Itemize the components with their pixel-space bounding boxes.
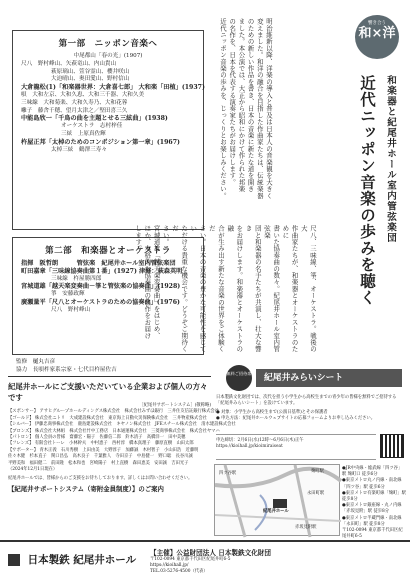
program-line: オーケストラ 志村梓佳	[61, 123, 123, 130]
supporter-line: 【サポーター】 青木正義 石川秀樹 上田由美 大野淳子 加藤誠 木村智子 小山田浩 近藤明	[8, 447, 199, 453]
access-line: ●東京メトロ半蔵門線・南北線「永田町」駅 徒歩8分	[342, 515, 402, 527]
intro-paragraph-line: をお届けします。和楽器とオーケストラの融	[226, 225, 244, 353]
seat-badge	[226, 365, 252, 391]
footer-org-label: 【主催】公益財団法人 日本製鉄文化財団	[150, 549, 271, 557]
intro-paragraph-line: 尺八、三味線、箏、オーケストラ。戦後の大	[299, 225, 317, 353]
access-list	[342, 466, 406, 540]
access-line: ●東京メトロ有楽町線「麹町」駅 徒歩8分	[342, 490, 406, 503]
supporters-list	[8, 409, 236, 473]
footer-addr: 〒102-0094 東京都千代田区紀尾井町6-5	[150, 557, 231, 562]
supporter-line: 佐々木健 杉本直子 関口昌弘 高木良子 千葉雅人 寺田京子 中島健一 野口聡 長谷川誠	[8, 454, 193, 460]
seat-apply: ● 申込方法：紀尾井ホールウェブサイトの応募フォームよりお申し込みください。	[216, 416, 376, 421]
supporters-title: 紀尾井ホールにご支援いただいている企業および個人の方々です	[8, 382, 208, 402]
program-line: 唄 大和左京、大和久恵、大和三千器、大和久美	[21, 91, 145, 98]
title-main: 近代ニッポン音楽の歩みを聴く	[358, 75, 377, 306]
program-line: 三絃 上原真佐輝	[61, 130, 106, 137]
intro-paragraph-line: ほか、本格的な協奏曲の名作をお届け	[143, 225, 152, 339]
supporter-line: 平野美和 福田健二 前田隆 松本和也 宮崎陽子 村上直樹 森田恵美 安田誠 吉田光子	[8, 460, 189, 466]
intro-paragraph-line: ました。本公演では、大正から昭和にかけて作られた邦楽	[237, 18, 246, 193]
intro-paragraph-line: の名作を、日本を代表する演奏家たちがお届けします。	[228, 18, 237, 186]
program-line: 囃子 藤舎千穂、望月太津之／堅田喜三久	[21, 107, 128, 114]
access-address: 〒102-0094 東京都千代田区紀尾井町6-5	[342, 528, 403, 540]
access-line: ●東京メトロ銀座線・丸ノ内線「赤坂見附」駅 徒歩8分	[342, 503, 402, 515]
logo-small-text: 響き合う	[368, 21, 386, 26]
intro-paragraph-line: 近代ニッポン音楽の歩みを、じっくりとお楽しみください。	[218, 18, 227, 199]
footer-logo-text: 日本製鉄 紀尾井ホール	[27, 554, 137, 566]
logo-large-text: 和×洋	[358, 26, 396, 41]
program-part1-box	[12, 30, 204, 230]
intro-paragraph-line: さい。日本の音楽の豊かな可能性を感じてい	[189, 225, 207, 353]
seat-apply-box	[216, 434, 376, 460]
intro-text-lower	[134, 225, 317, 355]
seat-badge-text: 無料ご招待席	[226, 371, 252, 376]
credits	[16, 359, 206, 375]
map-station-akasaka: 赤坂見附駅	[295, 525, 317, 530]
supporter-line: （2024年12月1日現在）	[8, 467, 58, 473]
supporters-note: 紀尾井ホールでは、皆様からのご支援をお待ちしております。詳しくはお問い合わせください。	[8, 476, 193, 482]
steel-logo-icon	[8, 554, 20, 566]
map-hall-label: 紀尾井ホール	[263, 509, 289, 514]
map-road	[215, 515, 341, 521]
program-line: 大倉龍松(1)「和楽器世界：大倉喜七郎」 大和楽「田植」(1937)	[21, 84, 205, 92]
intro-paragraph-line: 変えました。和洋の融合を目指した作曲家たちは、伝統楽器	[255, 18, 264, 199]
supporter-line: 【シルバー】 伊藤忠商事株式会社 鹿島建設株式会社 キヤノン株式会社 JFEスチール株式会社 清水建設株式会社	[8, 422, 236, 428]
intro-paragraph-line: 宮城道雄「越天楽変奏曲」をはじめ、	[152, 225, 161, 339]
seat-section	[214, 363, 404, 435]
access-map	[214, 464, 340, 536]
intro-paragraph-line: 書いた協奏曲の数々。紀尾井ホール室内管弦楽	[262, 225, 281, 353]
map-station-nagatacho: 永田町駅	[307, 491, 325, 496]
supporter-line: 【パトロン】 個人会員の皆様 齋藤宏・陽子 佐藤信二郎 鈴木清子 高橋洋一 田中美穂	[8, 435, 186, 441]
seat-desc: 日本製鉄文化財団では、次代を担う小学生から高校生までの青少年の皆様を無料でご招待する「紀尾井みらいシート」を設けています。	[216, 395, 397, 407]
intro-text-right	[213, 18, 273, 218]
intro-paragraph-line: 明治維新以降、洋楽の導入と普及は日本人の音楽観を大きく	[265, 18, 273, 199]
hall-marker	[273, 499, 287, 508]
supporters-subtitle: ［紀尾井サポートシステム］(敬称略)	[139, 403, 211, 408]
seat-qr-code[interactable]	[380, 434, 404, 458]
access-line: ●JR中央線・総武線「四ツ谷」駅 麹町口 徒歩6分	[342, 466, 403, 478]
footer	[0, 540, 410, 580]
program-line: 萩原璃山、萱谷霊山、櫻井咲山	[51, 68, 130, 75]
access-line: ●東京メトロ丸ノ内線・南北線「四ツ谷」駅 徒歩6分	[342, 478, 402, 490]
footer-tel: TEL.03-5276-4500（代表）	[150, 569, 208, 575]
program-line: 箏 安藤政輝	[51, 291, 85, 298]
program-line: 三味線 杵屋勝四郎	[51, 275, 102, 282]
program-line: 指揮 阪哲朗 管弦楽 紀尾井ホール室内管弦楽団	[21, 260, 176, 267]
program-line: 尺八 野村峰山	[51, 306, 91, 313]
program-line: 太棹三絃 鶴澤三寿々	[51, 146, 107, 153]
program-line: 宮城道雄「越天楽変奏曲－箏と管弦楽の協奏曲」(1928)	[21, 283, 181, 291]
program-line: 中能島欣一「千鳥の曲を主題とせる三絃曲」(1938)	[21, 115, 168, 123]
part1-title: 第一部 ニッポン音楽へ	[58, 39, 158, 49]
supporter-line: 【ゴールド】 株式会社ニトリ 大成建設株式会社 東京海上日動火災保険株式会社 三井物産株式会社	[8, 415, 207, 421]
footer-url[interactable]: https://kioihall.jp/	[150, 563, 189, 569]
seat-title-bar	[256, 369, 402, 387]
program-line: 大迫晴山、奥田愛山、野村信山	[51, 76, 130, 83]
part1-list	[21, 53, 205, 154]
credit-line: 監修 樋丸吉彦	[16, 359, 56, 365]
intro-paragraph-line: さい。	[161, 225, 170, 246]
intro-paragraph-line: 団と和楽器の名手たちが共演し、壮大な響き	[244, 225, 262, 353]
footer-org	[150, 547, 406, 576]
program-line: 廣瀬量平「尺八とオーケストラのための協奏曲」(1976)	[21, 298, 180, 306]
intro-paragraph-line: 合が生み出す新たな音楽の世界をご体験くだ	[207, 225, 225, 353]
title-org: 和楽器と紀尾井ホール室内管弦楽団	[385, 75, 396, 243]
seat-url[interactable]: https://kioihall.jp/kioimiraiseat	[216, 444, 283, 450]
supporter-line: 【スポンサー】 アサヒグループホールディングス株式会社 株式会社みずほ銀行 三井住友信託銀行株式会社	[8, 409, 220, 415]
seat-deadline: 申込締切：2月6日(水)12時〜6月6日(木)正午	[216, 438, 304, 443]
intro-paragraph-line: ただける貴重な機会です。どうぞご期待くだ	[170, 225, 189, 353]
supporter-line: 【ブロンズ】 株式会社大林組 株式会社竹中工務店 日本通運株式会社 三菱商事株式会社 株式会社ヤマハ	[8, 428, 220, 434]
seat-target: ● 対象：小学生から高校生まで(公演日基準)とその保護者	[216, 410, 328, 415]
supporter-line: 【フレンズ】 有限会社トーレ 小林幹夫 中村恵子 西村淳 橋本真理子 藤原直樹 山田太郎	[8, 441, 194, 447]
program-line: 尺八 野村峰山、矢萩竜山、内山貴山	[21, 60, 117, 67]
wayo-logo	[355, 15, 399, 59]
map-station-kojimachi: 麹町駅	[311, 469, 324, 474]
support-system-link[interactable]: 【紀尾井サポートシステム（寄附金員制度）】のご案内	[8, 484, 164, 493]
program-line: 中尾都山「春の光」(1907)	[73, 53, 143, 59]
seat-title: 紀尾井みらいシート	[264, 373, 344, 383]
intro-paragraph-line: のための新しい作品を書き、日本の音楽に新たな道を開き	[246, 18, 255, 193]
part2-title: 第二部 和楽器とオーケストラ	[45, 246, 171, 256]
program-line: 町田嘉章「三味線協奏曲第１番」(1927) 津軽：萩森英明	[21, 267, 183, 275]
program-line: 三味線 大和菊楽、大和久寿乃、大和花蓉	[21, 99, 128, 106]
credit-line: 協力 長唄杵家系宗家・七代目杵屋佐吉	[16, 366, 117, 373]
map-station-yotsuya: 四ツ谷駅	[219, 471, 237, 476]
intro-paragraph-line: します。	[134, 225, 143, 252]
footer-logo	[8, 552, 136, 567]
intro-paragraph-line: 作曲家たちが、和楽器とオーケストラのために	[281, 225, 299, 353]
program-line: 杵屋正邦「太棹のためのコンポジション第一章」(1967)	[21, 138, 180, 146]
